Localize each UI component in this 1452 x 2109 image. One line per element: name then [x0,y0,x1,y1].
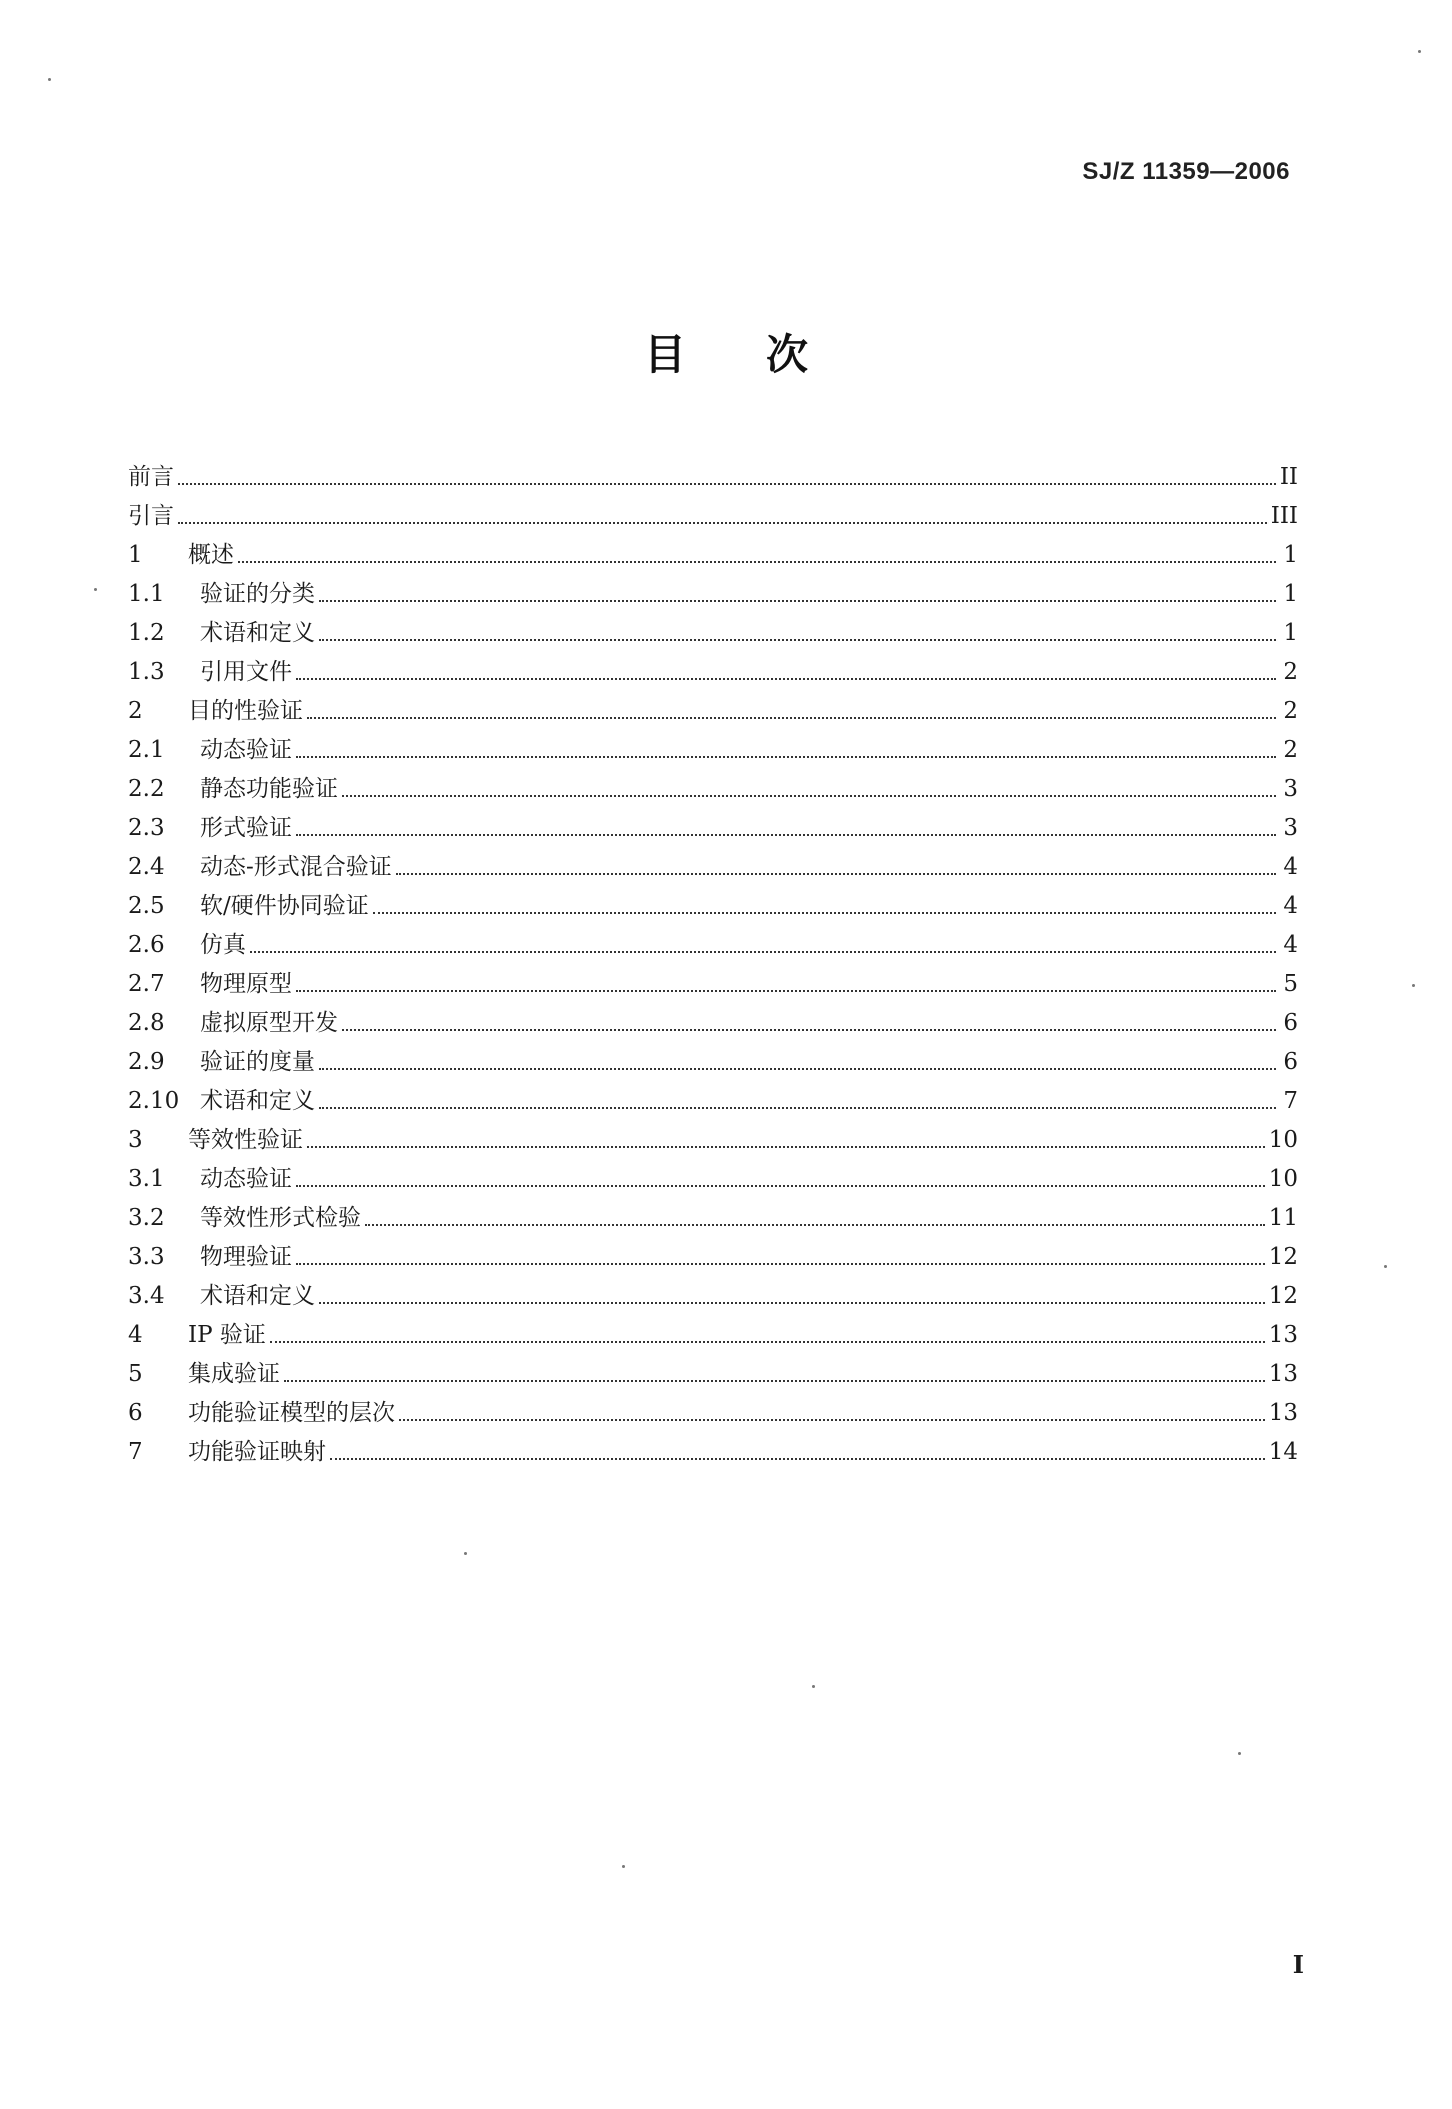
toc-entry-number: 4 [128,1322,143,1348]
page-number: I [1292,1950,1304,1979]
toc-entry[interactable] [128,569,1298,608]
toc-entry[interactable] [128,608,1298,647]
toc-entry-page: 13 [1268,1361,1298,1387]
toc-entry-title: 概述 [188,542,234,568]
toc-entry-title: 等效性验证 [188,1127,303,1153]
scan-speck [48,78,51,81]
toc-dot-leader [319,600,1276,602]
scan-speck [1412,984,1415,987]
toc-dot-leader [319,639,1276,641]
toc-entry-title: 形式验证 [200,815,292,841]
toc-entry[interactable] [128,647,1298,686]
toc-entry-number: 6 [128,1400,143,1426]
toc-entry-title: 验证的分类 [200,581,315,607]
toc-dot-leader [296,678,1276,680]
toc-entry-page: 13 [1268,1322,1298,1348]
toc-entry[interactable] [128,530,1298,569]
toc-entry[interactable] [128,1232,1298,1271]
toc-entry-page: 14 [1268,1439,1298,1465]
toc-entry-page: 1 [1283,620,1298,646]
toc-entry-page: III [1270,503,1298,529]
toc-dot-leader [373,912,1276,914]
toc-entry-title: 物理验证 [200,1244,292,1270]
scan-speck [812,1685,815,1688]
toc-entry-title: 前言 [128,464,174,490]
toc-entry[interactable] [128,803,1298,842]
toc-entry-title: 动态-形式混合验证 [200,854,392,880]
toc-entry-title: 虚拟原型开发 [200,1010,338,1036]
toc-entry-number: 3 [128,1127,143,1153]
toc-entry-page: 13 [1268,1400,1298,1426]
toc-dot-leader [296,1185,1265,1187]
toc-entry-number: 2 [128,698,143,724]
toc-dot-leader [296,756,1276,758]
toc-entry-number: 2.2 [128,776,165,802]
toc-dot-leader [296,834,1276,836]
toc-entry-page: 3 [1283,815,1298,841]
title-char-1: 目 [643,330,686,379]
toc-entry-number: 1 [128,542,143,568]
page-title [0,322,1452,382]
toc-dot-leader [296,1263,1265,1265]
toc-entry[interactable] [128,686,1298,725]
title-char-2: 次 [766,330,809,379]
toc-entry-number: 3.3 [128,1244,165,1270]
toc-dot-leader [319,1302,1265,1304]
toc-entry-number: 3.4 [128,1283,165,1309]
toc-dot-leader [296,990,1276,992]
toc-entry-page: 4 [1283,854,1298,880]
scan-speck [464,1552,467,1555]
toc-entry-title: 静态功能验证 [200,776,338,802]
toc-dot-leader [319,1107,1276,1109]
toc-entry-title: 目的性验证 [188,698,303,724]
toc-entry[interactable] [128,881,1298,920]
toc-entry[interactable] [128,764,1298,803]
toc-entry-page: 4 [1283,893,1298,919]
toc-entry-number: 3.2 [128,1205,165,1231]
toc-entry-page: 6 [1283,1049,1298,1075]
toc-entry-number: 1.1 [128,581,165,607]
toc-entry-title: 引言 [128,503,174,529]
toc-entry-page: 2 [1283,698,1298,724]
toc-entry-page: 1 [1283,542,1298,568]
toc-entry[interactable] [128,920,1298,959]
toc-entry-page: 12 [1268,1283,1298,1309]
toc-entry[interactable] [128,998,1298,1037]
toc-dot-leader [307,717,1276,719]
toc-entry-page: 11 [1268,1205,1298,1231]
table-of-contents [128,452,1298,1466]
toc-entry-page: 10 [1268,1127,1298,1153]
toc-entry[interactable] [128,1076,1298,1115]
toc-entry-title: 仿真 [200,932,246,958]
toc-entry[interactable] [128,1115,1298,1154]
toc-entry[interactable] [128,959,1298,998]
toc-entry-title: 功能验证映射 [188,1439,326,1465]
toc-dot-leader [396,873,1276,875]
toc-entry-number: 1.2 [128,620,165,646]
toc-dot-leader [399,1419,1265,1421]
toc-entry-title: IP 验证 [188,1322,266,1348]
toc-dot-leader [178,483,1276,485]
toc-entry-page: 7 [1283,1088,1298,1114]
toc-dot-leader [250,951,1276,953]
toc-entry-title: 动态验证 [200,1166,292,1192]
toc-entry-number: 3.1 [128,1166,165,1192]
toc-entry-number: 2.5 [128,893,165,919]
toc-entry-title: 功能验证模型的层次 [188,1400,395,1426]
toc-entry-title: 物理原型 [200,971,292,997]
toc-entry-title: 引用文件 [200,659,292,685]
toc-entry-page: 10 [1268,1166,1298,1192]
toc-entry-page: 3 [1283,776,1298,802]
toc-entry-page: 1 [1283,581,1298,607]
toc-entry[interactable] [128,1427,1298,1466]
toc-dot-leader [284,1380,1265,1382]
standard-code: SJ/Z 11359—2006 [1082,158,1290,185]
toc-entry-title: 软/硬件协同验证 [200,893,369,919]
toc-dot-leader [330,1458,1265,1460]
toc-entry-number: 2.8 [128,1010,165,1036]
toc-entry-number: 2.1 [128,737,165,763]
toc-dot-leader [319,1068,1276,1070]
toc-entry-page: 4 [1283,932,1298,958]
toc-entry[interactable] [128,725,1298,764]
scan-speck [622,1865,625,1868]
toc-entry-page: 12 [1268,1244,1298,1270]
toc-entry-number: 2.3 [128,815,165,841]
toc-entry-number: 2.9 [128,1049,165,1075]
toc-entry-number: 1.3 [128,659,165,685]
toc-entry-number: 2.7 [128,971,165,997]
toc-entry-page: II [1279,464,1298,490]
toc-entry[interactable] [128,1037,1298,1076]
toc-entry-page: 2 [1283,659,1298,685]
toc-entry-number: 2.4 [128,854,165,880]
toc-dot-leader [342,795,1276,797]
toc-entry[interactable] [128,1310,1298,1349]
toc-entry-number: 2.10 [128,1088,180,1114]
scan-speck [1384,1265,1387,1268]
toc-dot-leader [270,1341,1265,1343]
toc-entry-page: 6 [1283,1010,1298,1036]
toc-entry-page: 2 [1283,737,1298,763]
toc-dot-leader [238,561,1276,563]
toc-entry[interactable] [128,491,1298,530]
toc-entry[interactable] [128,1154,1298,1193]
toc-entry-title: 术语和定义 [200,1088,315,1114]
toc-entry[interactable] [128,452,1298,491]
toc-entry-number: 7 [128,1439,143,1465]
toc-entry[interactable] [128,1388,1298,1427]
toc-entry[interactable] [128,1349,1298,1388]
scan-speck [1238,1752,1241,1755]
toc-entry-title: 集成验证 [188,1361,280,1387]
toc-dot-leader [342,1029,1276,1031]
toc-entry[interactable] [128,1271,1298,1310]
toc-entry-title: 术语和定义 [200,620,315,646]
toc-entry-title: 动态验证 [200,737,292,763]
toc-entry-title: 等效性形式检验 [200,1205,361,1231]
scan-speck [94,588,97,591]
toc-entry-number: 2.6 [128,932,165,958]
toc-dot-leader [178,522,1267,524]
toc-entry-number: 5 [128,1361,143,1387]
toc-entry-title: 验证的度量 [200,1049,315,1075]
toc-entry[interactable] [128,1193,1298,1232]
toc-dot-leader [307,1146,1265,1148]
scan-speck [1418,50,1421,53]
toc-entry-page: 5 [1283,971,1298,997]
toc-dot-leader [365,1224,1265,1226]
toc-entry-title: 术语和定义 [200,1283,315,1309]
toc-entry[interactable] [128,842,1298,881]
